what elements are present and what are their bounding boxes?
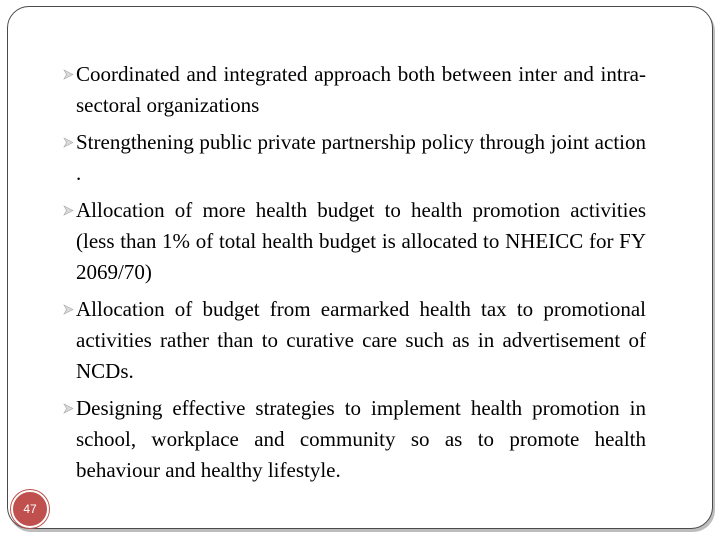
arrow-bullet-icon [63, 294, 75, 325]
arrow-bullet-icon [63, 127, 75, 158]
bullet-text: Allocation of budget from earmarked health tax to promotional activities rather than to curative care such as in advertisement of NCDs. [76, 297, 646, 383]
bullet-text: Coordinated and integrated approach both between inter and intra-sectoral organizations [76, 62, 646, 117]
arrow-bullet-icon [63, 195, 75, 226]
bullet-item [64, 195, 646, 288]
bullet-item [64, 127, 646, 189]
bullet-text: Allocation of more health budget to health promotion activities (less than 1% of total health budget is allocated to NHEICC for FY 2069/70) [76, 198, 646, 284]
slide-number-badge: 47 [11, 490, 49, 528]
bullet-item [64, 294, 646, 387]
arrow-bullet-icon [63, 393, 75, 424]
bullet-text: Strengthening public private partnership policy through joint action . [76, 130, 646, 185]
arrow-bullet-icon [63, 59, 75, 90]
bullet-item [64, 393, 646, 486]
bullet-text: Designing effective strategies to implement health promotion in school, workplace and community so as to promote health behaviour and healthy lifestyle. [76, 396, 646, 482]
bullet-list [64, 59, 646, 492]
bullet-item [64, 59, 646, 121]
